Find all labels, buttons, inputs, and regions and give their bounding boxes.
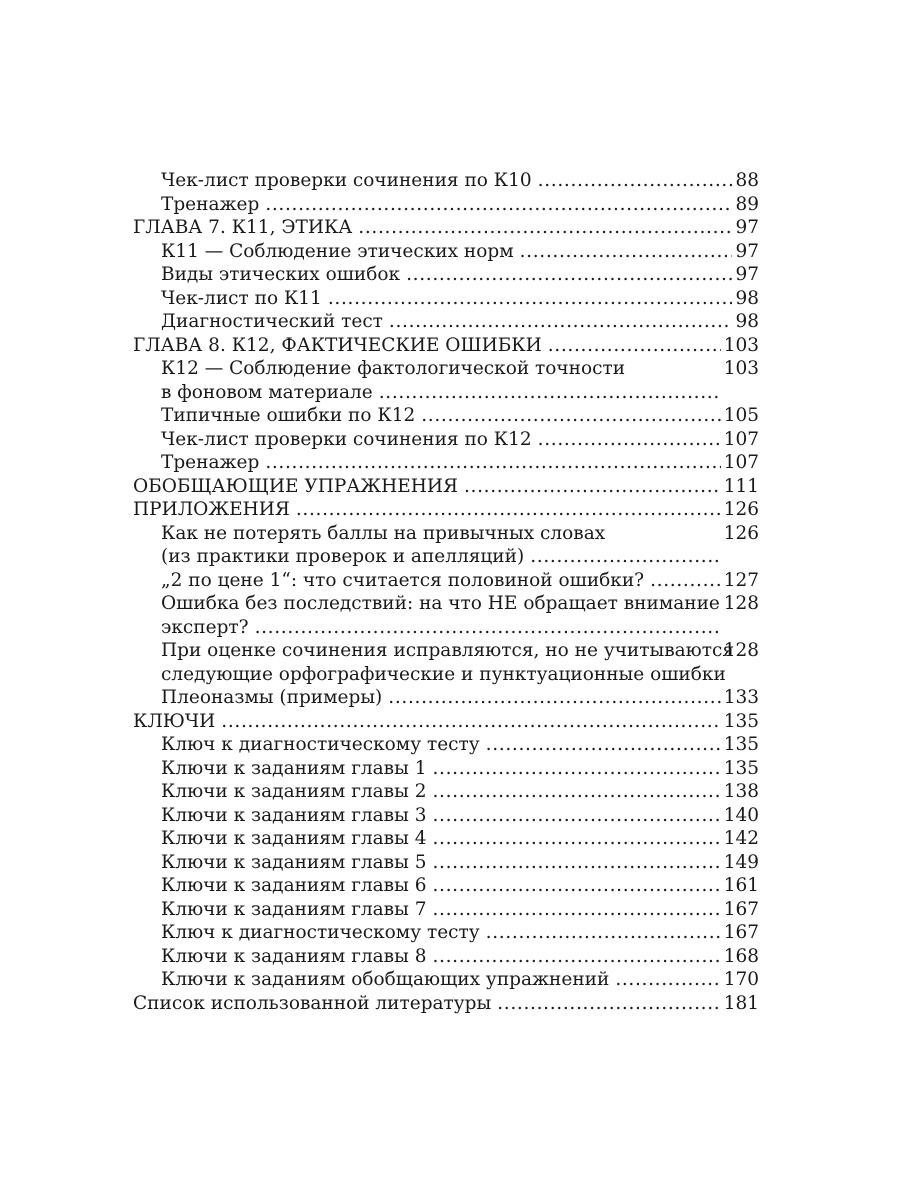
toc-entry-leader-line — [133, 216, 735, 240]
toc-entry-line — [161, 639, 735, 663]
toc-subsection-entry — [133, 310, 759, 334]
toc-page-number: 140 — [723, 804, 759, 826]
toc-entry-leader-line — [133, 498, 724, 522]
toc-entry-title-block — [161, 874, 724, 898]
toc-entry-title-block — [161, 592, 724, 639]
dot-leader — [388, 686, 720, 710]
toc-entry-title: Виды этических ошибок — [161, 264, 401, 285]
toc-entry-title: ОБОБЩАЮЩИЕ УПРАЖНЕНИЯ — [133, 475, 458, 497]
toc-page-number: 98 — [735, 311, 759, 332]
toc-page-number: 149 — [723, 851, 759, 873]
toc-entry-title: КЛЮЧИ — [133, 710, 216, 732]
toc-page-number: 168 — [723, 945, 759, 967]
toc-entry-leader-line — [161, 733, 724, 757]
toc-entry-title-block — [161, 569, 724, 593]
toc-page-number: 138 — [723, 781, 759, 802]
toc-entry-title-block — [161, 263, 735, 287]
dot-leader — [530, 545, 720, 569]
toc-entry-title: Ошибка без последствий: на что НЕ обращает внимание — [161, 593, 720, 614]
dot-leader — [432, 851, 720, 875]
toc-subsection-entry — [133, 592, 759, 639]
toc-entry-title: Ключи к заданиям главы 5 — [161, 851, 427, 873]
dot-leader — [432, 757, 720, 781]
toc-entry-leader-line — [161, 569, 724, 593]
toc-entry-title-block — [133, 475, 724, 499]
toc-entry-title-block — [161, 757, 724, 781]
dot-leader — [328, 287, 733, 311]
toc-subsection-entry — [133, 357, 759, 404]
toc-entry-leader-line — [161, 310, 735, 334]
toc-page-number: 105 — [723, 405, 759, 426]
table-of-contents — [133, 169, 759, 1015]
toc-entry-title: Список использованной литературы — [133, 992, 492, 1014]
toc-entry-line — [161, 522, 724, 546]
toc-entry-title-block — [133, 498, 724, 522]
toc-entry-leader-line — [161, 686, 724, 710]
toc-section-entry — [133, 992, 759, 1016]
toc-subsection-entry — [133, 757, 759, 781]
toc-entry-title-block — [161, 193, 735, 217]
dot-leader — [464, 475, 721, 499]
toc-entry-title-block — [161, 898, 724, 922]
toc-entry-title: „2 по цене 1“: что считается половиной ошибки? — [161, 569, 645, 591]
toc-entry-title: Ключи к заданиям главы 6 — [161, 875, 427, 896]
toc-entry-title: ПРИЛОЖЕНИЯ — [133, 499, 290, 520]
toc-subsection-entry — [133, 639, 759, 686]
dot-leader — [497, 992, 720, 1016]
toc-subsection-entry — [133, 851, 759, 875]
toc-subsection-entry — [133, 263, 759, 287]
toc-entry-leader-line — [161, 921, 724, 945]
toc-subsection-entry — [133, 287, 759, 311]
dot-leader — [520, 240, 733, 264]
toc-entry-title: Тренажер — [161, 193, 260, 215]
toc-entry-leader-line — [133, 710, 724, 734]
toc-entry-leader-line — [161, 193, 735, 217]
toc-subsection-entry — [133, 569, 759, 593]
toc-page-number: 161 — [723, 875, 759, 896]
toc-entry-title: Типичные ошибки по К12 — [161, 405, 416, 426]
toc-entry-title-block — [133, 992, 724, 1016]
toc-entry-title-block — [161, 921, 724, 945]
toc-page-number: 97 — [735, 264, 759, 285]
toc-entry-leader-line — [161, 263, 735, 287]
dot-leader — [486, 921, 721, 945]
toc-entry-line — [161, 592, 724, 616]
toc-entry-leader-line — [161, 757, 724, 781]
dot-leader — [538, 169, 733, 193]
toc-entry-title-block — [161, 404, 724, 428]
dot-leader — [432, 874, 720, 898]
toc-subsection-entry — [133, 522, 759, 569]
toc-entry-title: Чек-лист проверки сочинения по К12 — [161, 428, 532, 450]
toc-page-number: 127 — [723, 569, 759, 591]
toc-page-number: 89 — [735, 193, 759, 215]
toc-page-number: 97 — [735, 240, 759, 262]
toc-entry-leader-line — [161, 404, 724, 428]
toc-entry-leader-line — [161, 874, 724, 898]
toc-entry-title-block — [161, 686, 724, 710]
toc-page-number: 167 — [723, 922, 759, 943]
toc-subsection-entry — [133, 240, 759, 264]
toc-entry-leader-line — [133, 992, 724, 1016]
dot-leader — [615, 968, 720, 992]
toc-page-number: 98 — [735, 287, 759, 309]
dot-leader — [379, 381, 721, 405]
toc-entry-title: Ключи к заданиям главы 4 — [161, 828, 427, 849]
dot-leader — [432, 780, 720, 804]
toc-entry-title: Ключи к заданиям главы 7 — [161, 898, 427, 920]
toc-entry-leader-line — [161, 381, 724, 405]
toc-entry-leader-line — [161, 451, 724, 475]
toc-subsection-entry — [133, 874, 759, 898]
toc-page-number: 126 — [723, 499, 759, 520]
toc-section-entry — [133, 498, 759, 522]
toc-entry-leader-line — [161, 169, 735, 193]
toc-entry-leader-line — [161, 945, 724, 969]
dot-leader — [432, 804, 720, 828]
dot-leader — [406, 263, 732, 287]
toc-entry-leader-line — [161, 827, 724, 851]
toc-entry-title-block — [161, 169, 735, 193]
toc-entry-title-block — [161, 968, 724, 992]
toc-entry-title-block — [161, 451, 724, 475]
dot-leader — [358, 216, 732, 240]
toc-entry-title: Ключ к диагностическому тесту — [161, 922, 480, 943]
toc-entry-leader-line — [161, 898, 724, 922]
dot-leader — [389, 310, 733, 334]
toc-subsection-entry — [133, 968, 759, 992]
toc-entry-title: ГЛАВА 7. К11, ЭТИКА — [133, 217, 353, 238]
toc-section-entry — [133, 475, 759, 499]
toc-entry-title: Диагностический тест — [161, 311, 383, 332]
toc-entry-title-block — [161, 733, 724, 757]
toc-entry-leader-line — [133, 475, 724, 499]
dot-leader — [265, 451, 720, 475]
toc-entry-title: При оценке сочинения исправляются, но не учитываются — [161, 640, 735, 661]
toc-entry-line — [161, 357, 724, 381]
toc-entry-title: следующие орфографические и пунктуационные ошибки — [161, 663, 726, 685]
dot-leader — [265, 193, 732, 217]
toc-subsection-entry — [133, 404, 759, 428]
toc-subsection-entry — [133, 451, 759, 475]
toc-entry-title-block — [133, 216, 735, 240]
dot-leader — [432, 898, 720, 922]
toc-entry-title: Ключи к заданиям обобщающих упражнений — [161, 969, 610, 990]
toc-entry-leader-line — [161, 240, 735, 264]
dot-leader — [221, 710, 720, 734]
toc-entry-title: Ключи к заданиям главы 8 — [161, 945, 427, 967]
toc-entry-leader-line — [161, 663, 724, 687]
toc-page-number: 142 — [723, 828, 759, 849]
toc-subsection-entry — [133, 898, 759, 922]
toc-subsection-entry — [133, 733, 759, 757]
toc-page-number: 128 — [723, 593, 759, 614]
toc-entry-title: эксперт? — [161, 616, 249, 638]
dot-leader — [432, 827, 720, 851]
toc-entry-title-block — [161, 310, 735, 334]
dot-leader — [538, 428, 721, 452]
toc-entry-title-block — [161, 428, 724, 452]
toc-entry-title-block — [133, 710, 724, 734]
toc-section-entry — [133, 334, 759, 358]
toc-entry-leader-line — [161, 780, 724, 804]
toc-subsection-entry — [133, 193, 759, 217]
toc-entry-title: Чек-лист по К11 — [161, 287, 322, 309]
toc-entry-title-block — [161, 945, 724, 969]
toc-entry-title: К11 — Соблюдение этических норм — [161, 240, 514, 262]
toc-entry-leader-line — [161, 428, 724, 452]
toc-entry-leader-line — [161, 616, 724, 640]
toc-page-number: 167 — [723, 898, 759, 920]
toc-page-number: 88 — [735, 170, 759, 191]
toc-entry-title-block — [161, 804, 724, 828]
toc-entry-title: в фоновом материале — [161, 381, 373, 403]
toc-subsection-entry — [133, 945, 759, 969]
toc-entry-title: Как не потерять баллы на привычных словах — [161, 522, 606, 544]
toc-entry-title: Тренажер — [161, 452, 260, 473]
toc-entry-leader-line — [161, 968, 724, 992]
toc-subsection-entry — [133, 921, 759, 945]
toc-page-number: 135 — [723, 734, 759, 755]
toc-entry-title-block — [133, 334, 724, 358]
toc-entry-title-block — [161, 827, 724, 851]
dot-leader — [548, 334, 721, 358]
toc-section-entry — [133, 710, 759, 734]
toc-page-number: 181 — [723, 992, 759, 1014]
toc-entry-title-block — [161, 287, 735, 311]
toc-entry-title: Ключи к заданиям главы 3 — [161, 804, 427, 826]
toc-page-number: 135 — [723, 757, 759, 779]
toc-entry-title-block — [161, 357, 724, 404]
dot-leader — [486, 733, 721, 757]
toc-page-number: 126 — [723, 522, 759, 544]
dot-leader — [296, 498, 721, 522]
toc-entry-title-block — [161, 780, 724, 804]
toc-entry-leader-line — [161, 287, 735, 311]
toc-subsection-entry — [133, 169, 759, 193]
toc-entry-leader-line — [161, 851, 724, 875]
toc-entry-leader-line — [161, 804, 724, 828]
toc-entry-title: Ключ к диагностическому тесту — [161, 734, 480, 755]
dot-leader — [255, 616, 721, 640]
toc-page-number: 107 — [723, 452, 759, 473]
toc-entry-title: Плеоназмы (примеры) — [161, 687, 383, 708]
toc-entry-title: К12 — Соблюдение фактологической точности — [161, 358, 626, 379]
toc-subsection-entry — [133, 780, 759, 804]
toc-page-number: 128 — [723, 640, 759, 661]
toc-page-number: 103 — [723, 334, 759, 356]
toc-page-number: 135 — [723, 710, 759, 732]
toc-entry-title: Ключи к заданиям главы 1 — [161, 757, 427, 779]
toc-page-number: 111 — [723, 475, 759, 497]
toc-entry-title-block — [161, 240, 735, 264]
toc-entry-title: Чек-лист проверки сочинения по К10 — [161, 170, 532, 191]
toc-subsection-entry — [133, 686, 759, 710]
toc-entry-leader-line — [133, 334, 724, 358]
toc-entry-title: Ключи к заданиям главы 2 — [161, 781, 427, 802]
toc-entry-title-block — [161, 522, 724, 569]
toc-entry-title: (из практики проверок и апелляций) — [161, 546, 525, 567]
toc-page-number: 107 — [723, 428, 759, 450]
toc-page-number: 170 — [723, 969, 759, 990]
toc-subsection-entry — [133, 804, 759, 828]
toc-page-number: 133 — [723, 687, 759, 708]
toc-entry-leader-line — [161, 545, 724, 569]
dot-leader — [432, 945, 720, 969]
toc-entry-title-block — [161, 851, 724, 875]
toc-entry-title: ГЛАВА 8. К12, ФАКТИЧЕСКИЕ ОШИБКИ — [133, 334, 542, 356]
toc-page-number: 103 — [723, 358, 759, 379]
toc-page-number: 97 — [735, 217, 759, 238]
toc-subsection-entry — [133, 827, 759, 851]
toc-entry-title-block — [161, 639, 735, 686]
dot-leader — [421, 404, 720, 428]
toc-section-entry — [133, 216, 759, 240]
toc-subsection-entry — [133, 428, 759, 452]
dot-leader — [650, 569, 721, 593]
